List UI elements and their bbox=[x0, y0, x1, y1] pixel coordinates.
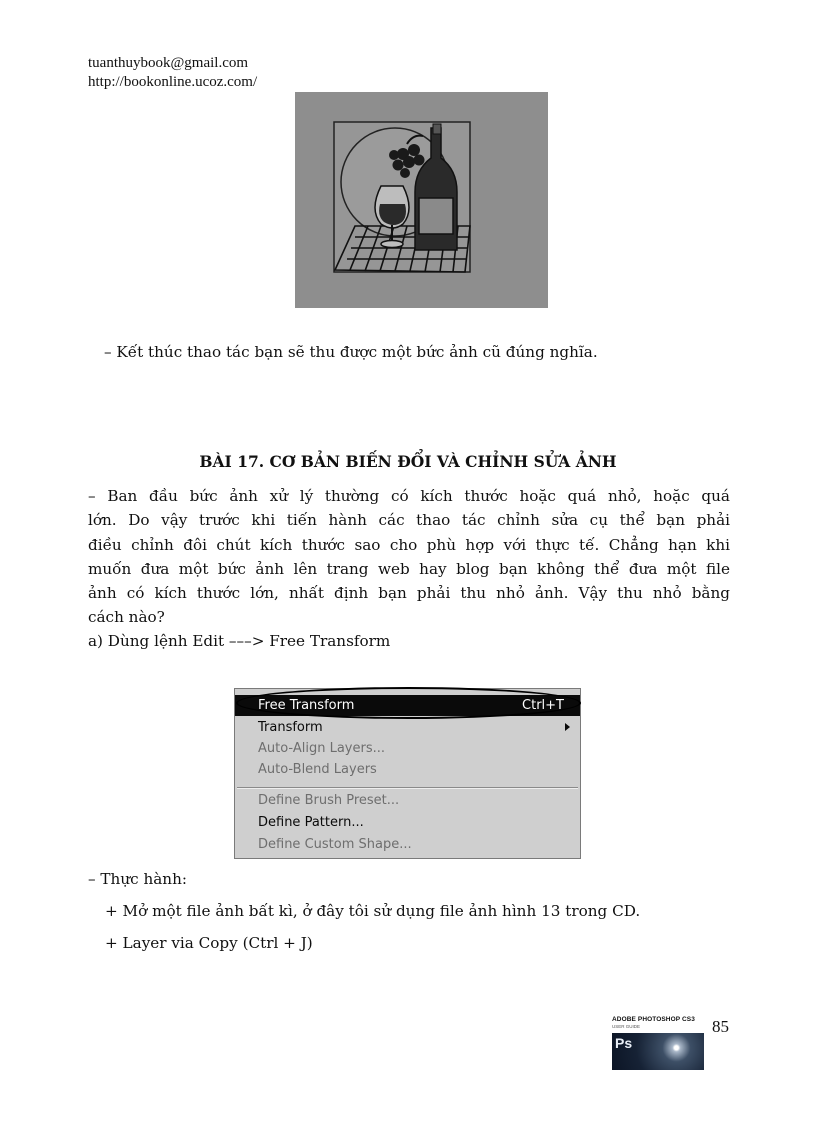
intro-line: ảnh có kích thước lớn, nhất định bạn phải thu nhỏ ảnh. Vậy thu nhỏ bằng bbox=[88, 584, 730, 603]
practice-heading: – Thực hành: bbox=[88, 870, 187, 888]
edit-menu-screenshot bbox=[234, 688, 581, 859]
photoshop-cs3-logo bbox=[612, 1016, 704, 1070]
menu-item-label: Free Transform bbox=[258, 698, 355, 713]
menu-item-auto-align-layers[interactable] bbox=[235, 738, 580, 759]
intro-line: – Ban đầu bức ảnh xử lý thường có kích thước hoặc quá nhỏ, hoặc quá bbox=[88, 487, 730, 505]
logo-title: ADOBE PHOTOSHOP CS3 bbox=[612, 1016, 695, 1023]
menu-item-shortcut: Ctrl+T bbox=[522, 698, 564, 713]
command-instruction: a) Dùng lệnh Edit –––> Free Transform bbox=[88, 632, 391, 650]
menu-item-label: Auto-Align Layers... bbox=[258, 741, 385, 756]
menu-item-define-custom-shape[interactable] bbox=[235, 834, 580, 855]
menu-item-label: Define Custom Shape... bbox=[258, 837, 412, 852]
intro-line: điều chỉnh đôi chút kích thước sao cho phù hợp với thực tế. Chẳng hạn khi bbox=[88, 535, 730, 554]
page-number: 85 bbox=[712, 1017, 729, 1036]
menu-item-define-pattern[interactable] bbox=[235, 812, 580, 833]
menu-separator bbox=[237, 787, 578, 789]
wine-still-life-image bbox=[295, 92, 548, 308]
menu-item-auto-blend-layers[interactable] bbox=[235, 759, 580, 780]
menu-item-label: Define Pattern... bbox=[258, 815, 364, 830]
intro-line: cách nào? bbox=[88, 608, 165, 627]
menu-item-label: Define Brush Preset... bbox=[258, 793, 400, 808]
menu-item-free-transform[interactable] bbox=[235, 695, 580, 716]
logo-subtitle: USER GUIDE bbox=[612, 1024, 641, 1029]
header-url: http://bookonline.ucoz.com/ bbox=[88, 74, 258, 90]
menu-item-define-brush-preset[interactable] bbox=[235, 790, 580, 811]
menu-item-label: Transform bbox=[258, 720, 323, 735]
ps-logo-icon: Ps bbox=[615, 1035, 633, 1051]
lesson-title: BÀI 17. CƠ BẢN BIẾN ĐỔI VÀ CHỈNH SỬA ẢNH bbox=[199, 452, 617, 471]
header-email: tuanthuybook@gmail.com bbox=[88, 55, 249, 71]
figure-caption: – Kết thúc thao tác bạn sẽ thu được một bức ảnh cũ đúng nghĩa. bbox=[104, 343, 598, 361]
submenu-arrow-icon bbox=[565, 723, 570, 731]
logo-image bbox=[612, 1033, 704, 1070]
intro-line: lớn. Do vậy trước khi tiến hành các thao tác chỉnh sửa cụ thể bạn phải bbox=[88, 511, 730, 530]
menu-item-label: Auto-Blend Layers bbox=[258, 762, 377, 777]
practice-step: + Layer via Copy (Ctrl + J) bbox=[105, 934, 313, 952]
practice-step: + Mở một file ảnh bất kì, ở đây tôi sử dụng file ảnh hình 13 trong CD. bbox=[105, 902, 641, 920]
wine-illustration bbox=[295, 92, 548, 308]
menu-item-transform[interactable] bbox=[235, 717, 580, 738]
intro-line: muốn đưa một bức ảnh lên trang web hay blog bạn không thể đưa một file bbox=[88, 559, 730, 578]
intro-paragraph bbox=[88, 484, 730, 630]
